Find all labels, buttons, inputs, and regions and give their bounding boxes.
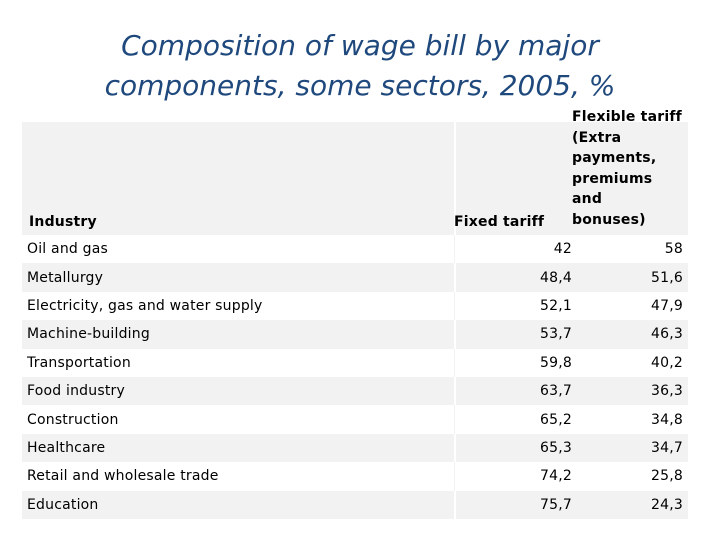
cell-industry: Education [27,496,99,513]
column-divider [454,377,456,405]
cell-fixed-tariff: 48,4 [540,269,572,286]
cell-flexible-tariff: 46,3 [651,326,683,343]
table-row [22,263,688,291]
cell-flexible-tariff: 47,9 [651,297,683,314]
column-divider [454,405,455,433]
column-divider [454,491,456,519]
column-divider [454,235,455,263]
cell-fixed-tariff: 74,2 [540,468,572,485]
cell-fixed-tariff: 53,7 [540,326,572,343]
cell-industry: Food industry [27,383,125,400]
header-flexible-tariff: Flexible tariff (Extra payments, premiums and bonuses) [572,109,682,228]
slide-title [0,26,720,106]
wage-bill-table [22,109,688,519]
cell-industry: Electricity, gas and water supply [27,297,263,314]
cell-flexible-tariff: 40,2 [651,354,683,371]
table-row [22,405,688,433]
column-divider [454,462,455,490]
column-divider [454,263,456,291]
table-row [22,320,688,348]
cell-industry: Transportation [27,354,131,371]
table-row [22,349,688,377]
cell-fixed-tariff: 63,7 [540,383,572,400]
cell-flexible-tariff: 25,8 [651,468,683,485]
table-row [22,491,688,519]
table-body [22,235,688,519]
cell-industry: Machine-building [27,326,150,343]
cell-flexible-tariff: 51,6 [651,269,683,286]
cell-industry: Metallurgy [27,269,104,286]
cell-fixed-tariff: 52,1 [540,297,572,314]
cell-flexible-tariff: 58 [664,241,683,258]
table-row [22,377,688,405]
cell-industry: Healthcare [27,439,106,456]
slide-title-line-2: components, some sectors, 2005, % [104,69,616,102]
cell-industry: Oil and gas [27,241,108,258]
cell-flexible-tariff: 34,7 [651,439,683,456]
header-fixed-tariff: Fixed tariff [454,214,545,230]
table-header-row [22,109,688,235]
cell-flexible-tariff: 36,3 [651,383,683,400]
table-row [22,235,688,263]
column-divider [454,349,455,377]
cell-fixed-tariff: 65,2 [540,411,572,428]
table-row [22,434,688,462]
cell-fixed-tariff: 59,8 [540,354,572,371]
cell-fixed-tariff: 75,7 [540,496,572,513]
column-divider [454,292,455,320]
table-row [22,292,688,320]
cell-industry: Retail and wholesale trade [27,468,219,485]
cell-fixed-tariff: 65,3 [540,439,572,456]
cell-industry: Construction [27,411,119,428]
cell-flexible-tariff: 24,3 [651,496,683,513]
table-row [22,462,688,490]
slide-title-line-1: Composition of wage bill by major [121,29,599,62]
column-divider [454,320,456,348]
column-divider [454,434,456,462]
header-industry: Industry [29,214,97,230]
cell-fixed-tariff: 42 [553,241,572,258]
cell-flexible-tariff: 34,8 [651,411,683,428]
